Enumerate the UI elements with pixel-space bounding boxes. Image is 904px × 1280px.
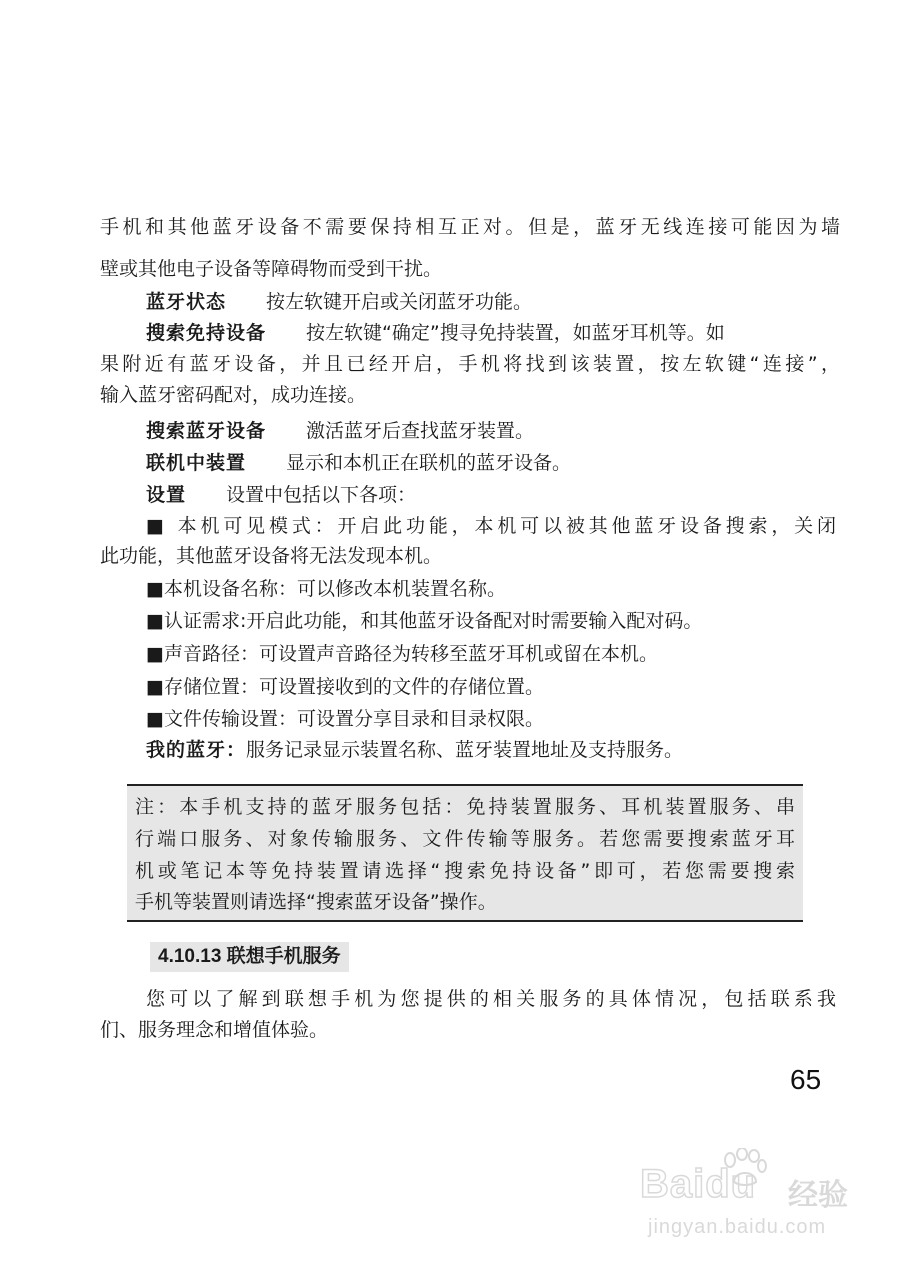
- section-body-line-1: 您可以了解到联想手机为您提供的相关服务的具体情况，包括联系我: [146, 988, 836, 1010]
- setting-audio-path: ■声音路径：可设置声音路径为转移至蓝牙耳机或留在本机。: [146, 643, 658, 665]
- note-box: [127, 784, 803, 922]
- setting-device-name: ■本机设备名称：可以修改本机装置名称。: [146, 578, 506, 600]
- item-settings: [146, 480, 836, 510]
- note-line-3: 机或笔记本等免持装置请选择“搜索免持设备”即可，若您需要搜索: [135, 860, 795, 882]
- handsfree-term: 搜索免持设备: [146, 322, 267, 344]
- watermark-brand: Baidu: [640, 1162, 757, 1206]
- bt-status-desc: 按左软键开启或关闭蓝牙功能。: [266, 291, 533, 313]
- item-search-bt: [146, 416, 836, 446]
- search-bt-desc: 激活蓝牙后查找蓝牙装置。: [306, 420, 535, 442]
- settings-desc: 设置中包括以下各项：: [226, 484, 417, 506]
- setting-auth: ■认证需求:开启此功能，和其他蓝牙设备配对时需要输入配对码。: [146, 610, 703, 632]
- note-line-4: 手机等装置则请选择“搜索蓝牙设备”操作。: [135, 891, 497, 913]
- setting-storage: ■存储位置：可设置接收到的文件的存储位置。: [146, 676, 544, 698]
- connected-desc: 显示和本机正在联机的蓝牙设备。: [286, 452, 572, 474]
- page-number: 65: [790, 1064, 822, 1095]
- intro-line-1: 手机和其他蓝牙设备不需要保持相互正对。但是，蓝牙无线连接可能因为墙: [100, 216, 840, 238]
- section-body-line-2: 们、服务理念和增值体验。: [100, 1019, 329, 1041]
- my-bt-term: 我的蓝牙：: [146, 739, 247, 761]
- handsfree-desc-2: 果附近有蓝牙设备，并且已经开启，手机将找到该装置，按左软键“连接”，: [100, 353, 840, 375]
- search-bt-term: 搜索蓝牙设备: [146, 420, 267, 442]
- connected-term: 联机中装置: [146, 452, 247, 474]
- handsfree-desc-3: 输入蓝牙密码配对，成功连接。: [100, 384, 367, 406]
- baidu-watermark: [640, 1150, 880, 1250]
- my-bt-desc: 服务记录显示装置名称、蓝牙装置地址及支持服务。: [246, 739, 684, 761]
- handsfree-desc-1: 按左软键“确定”搜寻免持装置，如蓝牙耳机等。如: [306, 322, 725, 344]
- bt-status-term: 蓝牙状态: [146, 291, 227, 313]
- watermark-suffix: 经验: [788, 1178, 848, 1213]
- settings-term: 设置: [146, 484, 187, 506]
- setting-file-transfer: ■文件传输设置：可设置分享目录和目录权限。: [146, 708, 544, 730]
- section-heading: 4.10.13 联想手机服务: [150, 942, 349, 972]
- item-connected: [146, 448, 836, 478]
- note-line-2: 行端口服务、对象传输服务、文件传输等服务。若您需要搜索蓝牙耳: [135, 828, 795, 850]
- item-handsfree: [146, 318, 836, 348]
- intro-line-2: 壁或其他电子设备等障碍物而受到干扰。: [100, 258, 443, 280]
- item-my-bt: [146, 735, 836, 765]
- setting-visible-line-2: 此功能，其他蓝牙设备将无法发现本机。: [100, 545, 443, 567]
- item-bt-status: [146, 287, 836, 317]
- watermark-url: jingyan.baidu.com: [648, 1216, 827, 1238]
- note-line-1: 注：本手机支持的蓝牙服务包括：免持装置服务、耳机装置服务、串: [135, 796, 795, 818]
- setting-visible-line-1: ■ 本机可见模式：开启此功能，本机可以被其他蓝牙设备搜索，关闭: [146, 515, 836, 537]
